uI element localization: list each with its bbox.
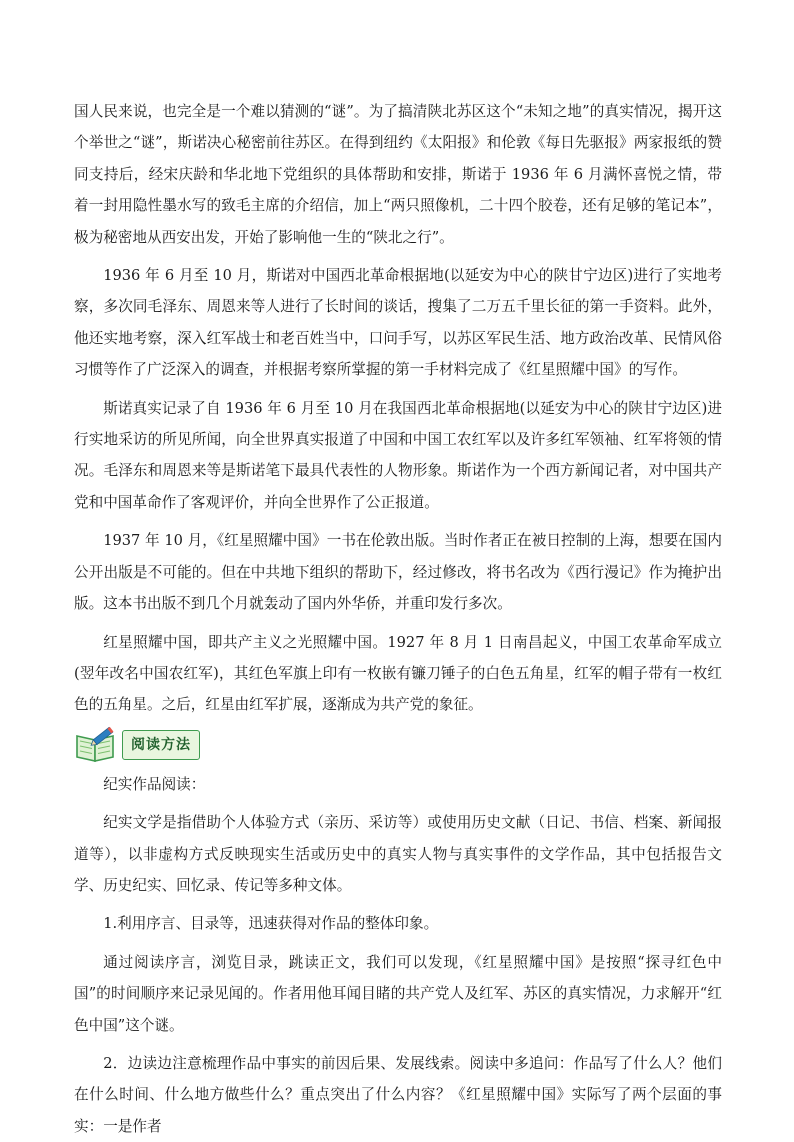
paragraph: 通过阅读序言，浏览目录，跳读正文，我们可以发现，《红星照耀中国》是按照“探寻红色中国”的时间顺序来记录见闻的。作者用他耳闻目睹的共产党人及红军、苏区的真实情况，力求解开“红色中国”这个谜。 — [74, 953, 722, 1034]
paragraph: 纪实文学是指借助个人体验方式（亲历、采访等）或使用历史文献（日记、书信、档案、新闻报道等），以非虚构方式反映现实生活或历史中的真实人物与真实事件的文学作品，其中包括报告文学、历史纪实、回忆录、传记等多种文体。 — [74, 814, 722, 894]
paragraph: 国人民来说，也完全是一个难以猜测的“谜”。为了搞清陕北苏区这个“未知之地”的真实情况，揭开这个举世之“谜”，斯诺决心秘密前往苏区。在得到纽约《太阳报》和伦敦《每日先驱报》两家报纸的赞同支持后，经宋庆龄和华北地下党组织的具体帮助和安排，斯诺于 1936 年 6 月满怀喜悦之情，带着一封用隐性墨水写的致毛主席的介绍信，加上“两只照像机，二十四个胶卷，还有足够的笔记本”，极为秘密地从西安出发，开始了影响他一生的“陕北之行”。 — [74, 103, 722, 246]
reading-method-label: 阅读方法 — [122, 730, 200, 760]
paragraph: 2．边读边注意梳理作品中事实的前因后果、发展线索。阅读中多追问：作品写了什么人？他们在什么时间、什么地方做些什么？重点突出了什么内容？《红星照耀中国》实际写了两个层面的事实：一是作者 — [74, 1054, 722, 1135]
book-pencil-icon — [74, 726, 118, 764]
reading-method-badge — [74, 725, 722, 765]
paragraph: 斯诺真实记录了自 1936 年 6 月至 10 月在我国西北革命根据地(以延安为中心的陕甘宁边区)进行实地采访的所见所闻，向全世界真实报道了中国和中国工农红军以及许多红军领袖、红军将领的情况。毛泽东和周恩来等是斯诺笔下最具代表性的人物形象。斯诺作为一个西方新闻记者，对中国共产党和中国革命作了客观评价，并向全世界作了公正报道。 — [74, 399, 722, 511]
paragraph: 1937 年 10 月，《红星照耀中国》一书在伦敦出版。当时作者正在被日控制的上海，想要在国内公开出版是不可能的。但在中共地下组织的帮助下，经过修改，将书名改为《西行漫记》作为掩护出版。这本书出版不到几个月就轰动了国内外华侨，并重印发行多次。 — [74, 532, 722, 613]
paragraph: 1936 年 6 月至 10 月，斯诺对中国西北革命根据地(以延安为中心的陕甘宁边区)进行了实地考察，多次同毛泽东、周恩来等人进行了长时间的谈话，搜集了二万五千里长征的第一手资料。此外，他还实地考察，深入红军战士和老百姓当中，口问手写，以苏区军民生活、地方政治改革、民情风俗习惯等作了广泛深入的调查，并根据考察所掌握的第一手材料完成了《红星照耀中国》的写作。 — [74, 267, 722, 379]
paragraph: 1.利用序言、目录等，迅速获得对作品的整体印象。 — [103, 915, 439, 933]
paragraph: 纪实作品阅读： — [103, 775, 206, 793]
paragraph: 红星照耀中国，即共产主义之光照耀中国。1927 年 8 月 1 日南昌起义，中国工农革命军成立(翌年改名中国农红军)，其红色军旗上印有一枚嵌有镰刀锤子的白色五角星，红军的帽子带有一枚红色的五角星。之后，红星由红军扩展，逐渐成为共产党的象征。 — [74, 633, 722, 714]
document-body — [74, 96, 722, 1142]
